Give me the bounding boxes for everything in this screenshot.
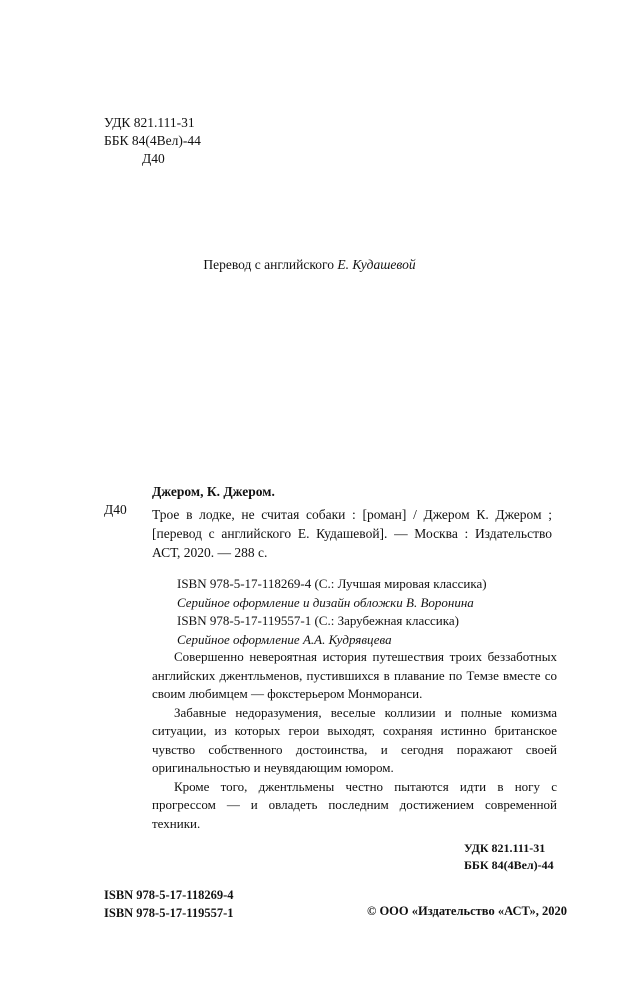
series-design-credit-1: Серийное оформление и дизайн обложки В. Воронина <box>177 594 474 610</box>
classification-block-top <box>104 114 201 168</box>
bibliographic-description <box>152 500 552 562</box>
isbn-bottom-1: ISBN 978-5-17-118269-4 <box>104 888 234 902</box>
bbk-code: ББК 84(4Вел)-44 <box>104 133 201 148</box>
udk-code: УДК 821.111-31 <box>104 115 195 130</box>
cutter-code-top: Д40 <box>142 151 165 166</box>
cutter-code: Д40 <box>104 502 127 517</box>
isbn-series-2: ISBN 978-5-17-119557-1 (С.: Зарубежная классика) <box>177 613 459 628</box>
series-design-credit-2: Серийное оформление А.А. Кудрявцева <box>177 631 392 647</box>
translation-prefix: Перевод с английского <box>203 257 334 272</box>
udk-code-bottom: УДК 821.111-31 <box>464 841 546 855</box>
isbn-bottom-2: ISBN 978-5-17-119557-1 <box>104 906 234 920</box>
isbn-series-block <box>177 575 557 649</box>
bbk-code-bottom: ББК 84(4Вел)-44 <box>464 858 554 872</box>
isbn-series-1: ISBN 978-5-17-118269-4 (С.: Лучшая мировая классика) <box>177 576 487 591</box>
translator-name: Е. Кудашевой <box>337 257 416 272</box>
annotation-paragraph: Кроме того, джентльмены честно пытаются идти в ногу с прогрессом — и овладеть последним достижением современной техники. <box>152 778 557 831</box>
copyright-notice: © ООО «Издательство «АСТ», 2020 <box>367 904 568 918</box>
annotation-paragraph: Забавные недоразумения, веселые коллизии и полные комизма ситуации, из которых герои выходят, сохраняя истинно британское чувство собственного достоинства, и сегодня поражают своей оригинальностью и неувядающим юмором. <box>152 704 557 775</box>
author-heading: Джером, К. Джером. <box>152 484 275 499</box>
annotation <box>152 648 557 833</box>
translation-credit <box>0 257 619 273</box>
annotation-paragraph: Совершенно невероятная история путешествия троих беззаботных английских джентльменов, пустившихся в плавание по Темзе вместе со своим любимцем — фокстерьером Монморанси. <box>152 649 557 701</box>
classification-block-bottom <box>436 840 554 874</box>
isbn-list-bottom <box>104 886 234 922</box>
description-text: Трое в лодке, не считая собаки : [роман] / Джером К. Джером ; [перевод с английского Е. Кудашевой]. — Москва : Издательство АСТ, 2020. — 288 с. <box>152 507 552 560</box>
